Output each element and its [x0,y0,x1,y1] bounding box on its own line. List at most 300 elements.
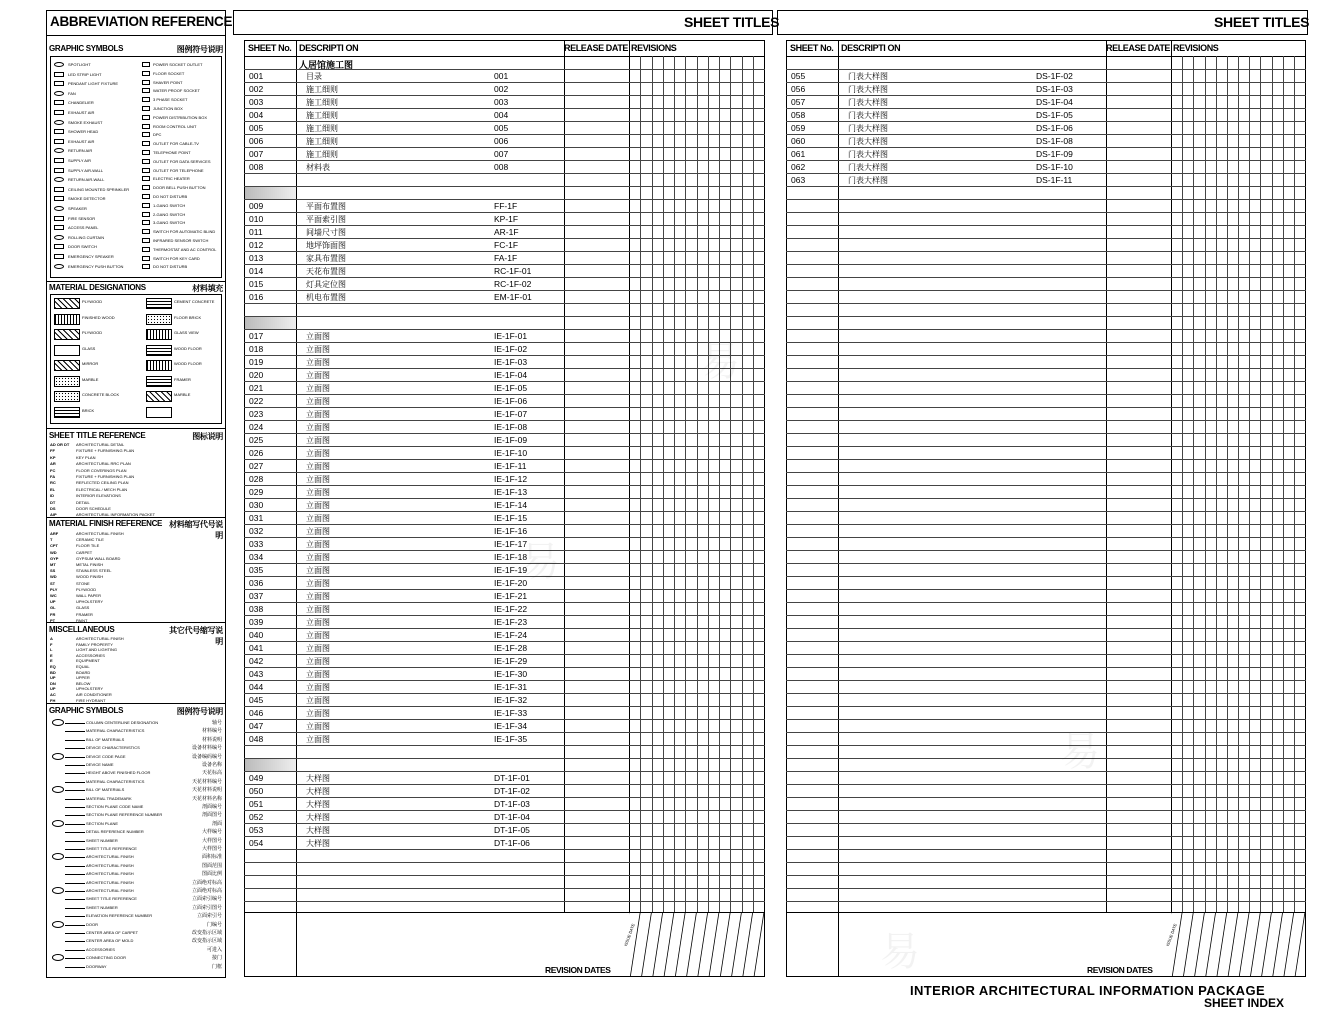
symbol-icon [142,220,150,225]
sheet-code: IE-1F-24 [494,630,528,640]
material-swatch [146,329,172,340]
sheet-description: 平面布置图 [306,202,346,211]
row-line [244,407,765,408]
description: DOOR SCHEDULE [76,506,111,511]
sheet-number: 032 [249,526,264,536]
legend-item: ARCHITECTURAL FINISH [86,854,134,860]
sheet-number: 055 [791,71,806,81]
sheet-description: 立面图 [306,371,330,380]
description: GLASS [76,605,90,611]
legend-item-cn: 设备材料编号 [191,745,222,752]
sheet-description: 立面图 [306,488,330,497]
sheet-number: 062 [791,162,806,172]
symbol-icon [142,97,150,102]
sheet-code: RC-1F-01 [494,266,532,276]
sheet-code: 005 [494,123,509,133]
legend-item-cn: 面积标准 [201,854,222,861]
sheet-description: 立面图 [306,722,330,731]
code: E [50,658,53,664]
legend-item: SUPPLY AIR [68,158,91,163]
legend-item: SHOWER HEAD [68,129,99,135]
row-line [786,342,1306,343]
symbol-icon [54,187,64,192]
legend-item-cn: 立面索引编号 [191,896,222,903]
sheet-description: 立面图 [306,605,330,614]
callout-icon [52,921,64,928]
legend-item: CENTER AREA OF CARPET [86,930,139,935]
legend-item: MATERIAL CHARACTERISTICS [86,778,145,784]
description: METAL FINISH [76,562,104,567]
symbol-icon [142,168,150,173]
code: AD OR DT [50,442,70,447]
sheet-number: 009 [249,201,264,211]
callout-icon [52,719,64,726]
sheet-code: IE-1F-07 [494,409,528,419]
revision-diagonal [1239,912,1249,977]
col-header-release-date: RELEASE DATE [564,43,629,53]
sheet-code: FF-1F [494,201,518,211]
row-line [244,654,765,655]
code: BD [50,669,56,675]
sheet-number: 003 [249,97,264,107]
row-line [244,576,765,577]
sheet-description: 立面图 [306,670,330,679]
row-line [786,264,1306,265]
row-line [244,316,765,317]
sheet-description: 天花布置图 [306,267,346,276]
leader-line [65,731,85,732]
sheet-description: 大样图 [306,800,330,809]
symbol-icon [142,150,150,155]
sheet-description: 机电布置图 [306,293,346,302]
material-swatch [54,345,80,356]
legend-item-cn: 轴号 [211,720,222,726]
divider [46,517,226,518]
legend-item: SHEET TITLE REFERENCE [86,846,137,851]
sheet-code: EM-1F-01 [494,292,532,302]
sheet-number: 011 [249,227,263,237]
code: EQ [50,664,56,669]
sheet-code: DS-1F-06 [1036,123,1073,133]
sheet-number: 051 [249,799,264,809]
sheet-number: 054 [249,838,264,848]
description: CERAMIC TILE [76,537,104,543]
legend-item: BILL OF MATERIALS [86,787,125,793]
legend-item: THERMOSTAT AND AC CONTROL [153,246,217,252]
section-title: MATERIAL DESIGNATIONS [49,283,146,292]
legend-item: ROLLING CURTAIN [68,234,105,240]
sheet-code: 002 [494,84,509,94]
sheet-code: 008 [494,162,509,172]
section-title-cn: 其它代号缩写说明 [169,626,223,646]
sheet-description: 立面图 [306,475,330,484]
row-line [244,95,765,96]
col-header-description: DESCRIPTI ON [841,43,901,53]
row-line [786,329,1306,330]
legend-item: SPOTLIGHT [68,62,91,67]
material-label: MARBLE [174,392,191,397]
sheet-description: 立面图 [306,462,330,471]
leader-line [65,925,85,926]
legend-item: DEVICE CHARACTERISTICS [86,745,140,751]
row-line [244,797,765,798]
watermark: 易 [520,539,560,585]
description: KEY PLAN [76,454,96,460]
sheet-number: 056 [791,84,806,94]
legend-item: CENTER AREA OF MOLD [86,938,134,944]
row-line [786,69,1306,70]
legend-item: TELEPHONE POINT [153,150,191,155]
sheet-number: 041 [249,643,264,653]
col-header-sheet-no: SHEET No. [790,43,834,53]
section-title: MATERIAL FINISH REFERENCE [49,519,163,528]
legend-item: INFRARED SENSOR SWITCH [153,238,209,243]
symbol-icon [54,81,64,86]
legend-item: SHEET NUMBER [86,837,118,843]
revision-diagonal [1273,912,1283,977]
legend-item: DEVICE CODE PAGE [86,753,126,759]
revision-diagonal [720,912,730,977]
row-line [244,329,765,330]
legend-item: SPEAKER [68,206,87,211]
legend-item: EMERGENCY PUSH BUTTON [68,263,124,269]
description: FIXTURE + FURNISHING PLAN [76,448,135,454]
symbol-icon [142,80,150,85]
sheet-number: 012 [249,240,264,250]
material-swatch [146,360,172,371]
row-line [244,550,765,551]
legend-item-cn: 设备名称 [201,762,222,768]
divider [46,622,226,623]
revision-diagonal [743,912,753,977]
sheet-code: IE-1F-21 [494,591,528,601]
sheet-code: DS-1F-05 [1036,110,1073,120]
row-line [786,706,1306,707]
row-line [786,888,1306,889]
legend-item: SMOKE EXHAUST [68,119,103,125]
legend-item-cn: 剖面 [211,820,222,827]
description: FIXTURE + FURNISHING PLAN [76,474,135,479]
legend-item-cn: 大样图号 [201,846,222,852]
legend-item: COLUMN CENTERLINE DESIGNATION [86,720,159,725]
sheet-number: 024 [249,422,264,432]
sheet-description: 地坪饰面图 [306,241,346,250]
leader-line [65,807,85,808]
symbol-icon [54,254,64,259]
revision-diagonal [675,912,685,977]
row-line [244,381,765,382]
section-title-cn: 图例符号说明 [176,45,223,54]
sheet-code: IE-1F-16 [494,526,528,536]
sheet-description: 立面图 [306,501,330,510]
sheet-code: IE-1F-17 [494,539,528,549]
row-line [244,719,765,720]
legend-item-cn: 材料编号 [201,728,222,735]
symbol-icon [142,141,150,146]
sheet-description: 大样图 [306,787,330,796]
legend-item-cn: 大样编号 [201,829,222,836]
material-swatch [54,360,80,371]
legend-item: POWER SOCKET OUTLET [153,62,203,67]
watermark: 易 [700,339,740,385]
row-line [786,511,1306,512]
sheet-code: DS-1F-09 [1036,149,1073,159]
material-label: GLASS VIEW [174,330,199,335]
sheet-description: 门表大样图 [848,150,888,159]
code: AIP [50,512,57,518]
leader-line [65,933,85,934]
sheet-description: 立面图 [306,644,330,653]
row-line [786,901,1306,902]
sheet-code: IE-1F-12 [494,474,528,484]
code: WD [50,574,57,580]
sheet-description: 施工细则 [306,137,338,146]
row-line [244,485,765,486]
footer-line2: SHEET INDEX [1204,996,1285,1010]
material-swatch [54,298,80,309]
sheet-number: 020 [249,370,264,380]
sheet-description: 立面图 [306,332,330,341]
description: DETAIL [76,499,90,505]
col-header-revisions: REVISIONS [1173,43,1219,53]
code: UP [50,599,56,605]
row-line [244,771,765,772]
code: FF [50,448,55,454]
material-swatch [146,376,172,387]
sheet-description: 门表大样图 [848,176,888,185]
code: GL [50,605,56,611]
leader-line [65,824,85,825]
row-line [244,511,765,512]
row-line [244,862,765,863]
row-line [244,628,765,629]
col-divider [564,40,565,912]
sheet-number: 004 [249,110,264,120]
sheet-code: DT-1F-06 [494,838,530,848]
symbol-icon [142,256,150,261]
sheet-description: 立面图 [306,657,330,666]
row-line [786,641,1306,642]
legend-item: EXHAUST AIR [68,110,95,115]
legend-item: RETURN AIR [68,148,93,154]
header-divider [244,56,765,57]
row-line [786,797,1306,798]
sheet-number: 030 [249,500,264,510]
sheet-description: 立面图 [306,358,330,367]
code: WD [50,549,57,555]
sheet-code: IE-1F-31 [494,682,528,692]
row-line [786,134,1306,135]
row-line [786,771,1306,772]
sheet-description: 立面图 [306,592,330,601]
legend-item-cn: 门编号 [206,921,222,928]
sheet-code: IE-1F-28 [494,643,528,653]
code: FR [50,611,56,617]
symbol-icon [142,62,150,67]
sheet-code: IE-1F-33 [494,708,528,718]
row-line [786,576,1306,577]
sheet-number: 058 [791,110,806,120]
row-line [786,667,1306,668]
sheet-number: 033 [249,539,264,549]
legend-item: FIRE SENSOR [68,215,96,221]
sheet-number: 050 [249,786,264,796]
row-line [786,719,1306,720]
sheet-description: 立面图 [306,436,330,445]
legend-item-cn: 剖面编号 [201,804,222,810]
leader-line [65,874,85,875]
sheet-code: DS-1F-08 [1036,136,1073,146]
legend-item: 1-GANG SWITCH [153,202,186,208]
code: T [50,537,53,543]
sheet-code: IE-1F-20 [494,578,528,588]
material-label: GLASS [82,345,96,351]
code: A [50,636,53,641]
material-swatch [146,345,172,356]
description: UPHOLSTERY [76,686,104,692]
code: ST [50,580,56,586]
watermark: 易 [880,929,920,975]
description: FIRE HYDRANT [76,697,106,703]
material-label: PLYWOOD [82,330,103,335]
row-line [786,680,1306,681]
row-line [244,368,765,369]
row-line [786,472,1306,473]
row-line [244,706,765,707]
sheet-description: 立面图 [306,410,330,419]
symbol-icon [142,71,150,76]
leader-line [65,815,85,816]
description: ELECTRICAL / MECH PLAN [76,486,128,492]
sheet-description: 立面图 [306,735,330,744]
legend-item: RETURN AIR-WALL [68,177,105,183]
legend-item: LED STRIP LIGHT [68,71,102,77]
description: AIR CONDITIONER [76,692,112,697]
description: GYPSUM WALL BOARD [76,555,121,561]
sheet-number: 014 [249,266,264,276]
legend-item: OUTLET FOR CABLE-TV [153,141,199,147]
leader-line [65,883,85,884]
sheet-number: 042 [249,656,264,666]
legend-item-cn: 天花标高 [201,770,222,777]
symbol-icon [54,225,64,230]
sheet-code: IE-1F-13 [494,487,528,497]
material-label: BRICK [82,407,95,413]
legend-item-cn: 材料说明 [201,736,222,743]
revision-diagonal [698,912,708,977]
legend-item: DOORWAY [86,963,107,969]
legend-item: ACCESSORIES [86,946,115,952]
sheet-code: DS-1F-11 [1036,175,1073,185]
symbol-icon [142,159,150,164]
leader-line [65,740,85,741]
legend-item: ARCHITECTURAL FINISH [86,862,134,868]
row-line [786,394,1306,395]
legend-item: DOOR [86,921,98,927]
sheet-description: 门表大样图 [848,124,888,133]
symbol-icon [54,91,64,96]
material-label: FINISHED WOOD [82,314,115,320]
sheet-number: 002 [249,84,264,94]
leader-line [65,748,85,749]
symbol-icon [54,129,64,134]
sheet-number: 046 [249,708,264,718]
material-swatch [54,329,80,340]
legend-item-cn: 天花材料说明 [191,787,222,794]
divider [46,281,226,282]
sheet-code: IE-1F-08 [494,422,528,432]
revision-dates-diagonals [1171,912,1305,977]
sheet-description: 门表大样图 [848,98,888,107]
callout-icon [52,887,64,894]
sheet-number: 060 [791,136,806,146]
sheet-description: 门表大样图 [848,85,888,94]
sheet-code: DT-1F-03 [494,799,530,809]
legend-item-cn: 剖面图号 [201,812,222,819]
code: FA [50,474,56,479]
leader-line [65,908,85,909]
row-line [244,290,765,291]
divider [46,703,226,704]
symbol-icon [54,158,64,163]
material-label: WOOD FLOOR [174,345,202,351]
legend-item-cn: 立面索引图号 [191,904,222,911]
footer-line1: INTERIOR ARCHITECTURAL INFORMATION PACKAGE [910,983,1266,998]
row-line [244,745,765,746]
description: FRAMER [76,611,93,617]
sheet-number: 029 [249,487,264,497]
sheet-code: IE-1F-11 [494,461,527,471]
sheet-description: 施工细则 [306,111,338,120]
sheet-description: 立面图 [306,618,330,627]
symbol-icon [142,185,150,190]
legend-item: ARCHITECTURAL FINISH [86,879,134,885]
legend-item-cn: 改变指示区域 [191,938,222,945]
sheet-number: 005 [249,123,264,133]
row-line [786,563,1306,564]
legend-item: MATERIAL CHARACTERISTICS [86,728,145,734]
revision-diagonal [732,912,742,977]
material-label: WOOD FLOOR [174,361,202,366]
sheet-number: 052 [249,812,264,822]
legend-item: DEVICE NAME [86,762,114,767]
legend-item: DO NOT DISTURB [153,194,188,199]
description: FAMILY PROPERTY [76,641,113,647]
row-line [244,498,765,499]
sheet-number: 040 [249,630,264,640]
description: REFLECTED CEILING PLAN [76,480,129,486]
sheet-code: IE-1F-18 [494,552,528,562]
legend-item: CHANDELIER [68,100,94,106]
legend-item: DOOR BELL PUSH BUTTON [153,185,206,191]
row-line [244,732,765,733]
code: DS [50,506,56,511]
symbol-icon [54,120,64,125]
row-line [786,498,1306,499]
legend-item: EMERGENCY SPEAKER [68,254,114,259]
sheet-number: 018 [249,344,264,354]
description: STAINLESS STEEL [76,568,112,574]
description: CARPET [76,549,93,555]
symbol-icon [54,216,64,221]
legend-item-cn: 图面范围 [201,862,222,869]
legend-item-cn: 改变指示区域 [191,930,222,936]
divider [46,428,226,429]
description: ARCHITECTURAL FINISH [76,531,124,536]
row-line [786,420,1306,421]
row-line [786,537,1306,538]
row-line [244,82,765,83]
